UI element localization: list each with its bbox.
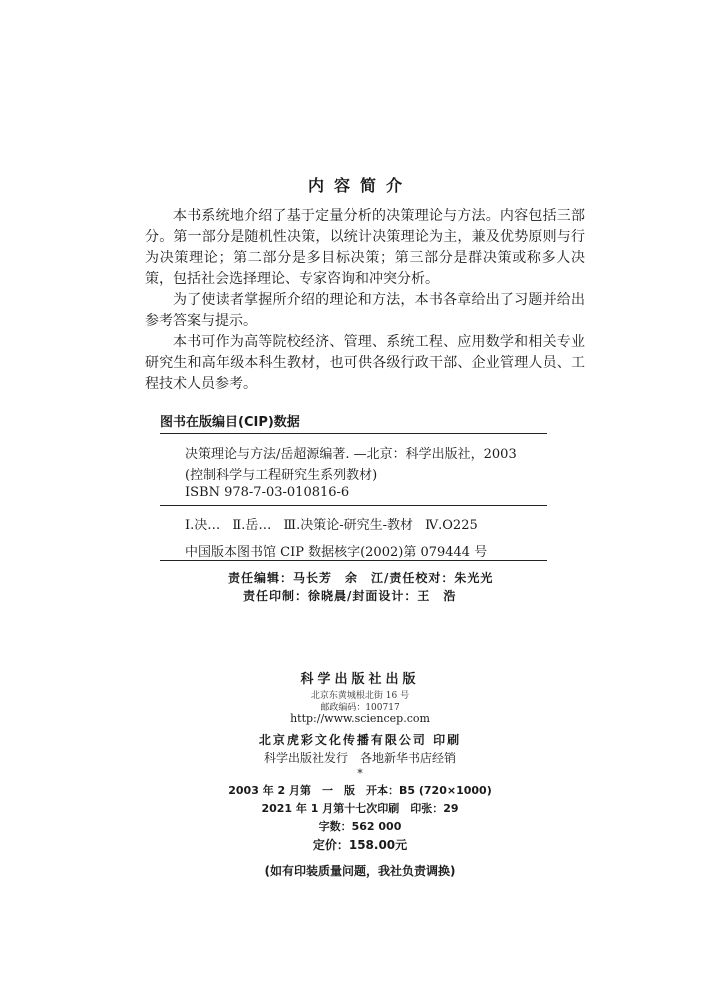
classification-4: Ⅳ.O225 bbox=[425, 518, 478, 533]
summary-paragraph-3: 本书可作为高等院校经济、管理、系统工程、应用数学和相关专业研究生和高年级本科生教材，也可供各级行政干部、企业管理人员、工程技术人员参考。 bbox=[145, 334, 585, 392]
summary-paragraph-2: 为了使读者掌握所介绍的理论和方法，本书各章给出了习题并给出参考答案与提示。 bbox=[145, 292, 585, 329]
classification-2: Ⅱ.岳… bbox=[232, 518, 272, 533]
publisher-url: http://www.sciencep.com bbox=[290, 712, 430, 725]
cip-isbn: ISBN 978-7-03-010816-6 bbox=[185, 485, 350, 500]
cip-classifications bbox=[185, 514, 486, 533]
cip-record: 决策理论与方法/岳超源编著. —北京：科学出版社，2003 bbox=[185, 447, 517, 462]
cip-verification: 中国版本图书馆 CIP 数据核字(2002)第 079444 号 bbox=[185, 545, 488, 560]
classification-1: Ⅰ.决… bbox=[185, 518, 221, 533]
publisher-name: 科学出版社出版 bbox=[300, 672, 420, 687]
cip-heading: 图书在版编目(CIP)数据 bbox=[160, 415, 300, 430]
quality-note: (如有印装质量问题，我社负责调换) bbox=[264, 864, 456, 878]
publisher-address: 北京东黄城根北街 16 号 bbox=[310, 691, 410, 701]
publisher-postcode: 邮政编码：100717 bbox=[320, 703, 400, 713]
summary-title: 内容简介 bbox=[307, 176, 412, 195]
cip-bottom-rule bbox=[160, 560, 547, 561]
printer-name: 北京虎彩文化传播有限公司 印刷 bbox=[258, 733, 462, 747]
cip-series: (控制科学与工程研究生系列教材) bbox=[185, 468, 378, 483]
staff-line-2: 责任印制：徐晓晨/封面设计：王 浩 bbox=[243, 589, 457, 603]
staff-line-1: 责任编辑：马长芳 余 江/责任校对：朱光光 bbox=[228, 571, 494, 585]
separator-star: * bbox=[357, 767, 363, 780]
word-count: 字数：562 000 bbox=[318, 820, 402, 833]
cip-mid-rule bbox=[160, 505, 547, 506]
price: 定价：158.00元 bbox=[312, 838, 408, 852]
distribution: 科学出版社发行 各地新华书店经销 bbox=[263, 751, 456, 765]
summary-paragraph-1: 本书系统地介绍了基于定量分析的决策理论与方法。内容包括三部分。第一部分是随机性决策，以统计决策理论为主，兼及优势原则与行为决策理论；第二部分是多目标决策；第三部分是群决策或称多人决策，包括社会选择理论、专家咨询和冲突分析。 bbox=[145, 208, 585, 287]
edition-info: 2003 年 2 月第 一 版 开本：B5 (720×1000) bbox=[228, 784, 492, 797]
printing-info: 2021 年 1 月第十七次印刷 印张：29 bbox=[261, 802, 459, 815]
cip-top-rule bbox=[160, 433, 547, 434]
summary-body bbox=[145, 206, 585, 395]
classification-3: Ⅲ.决策论-研究生-教材 bbox=[283, 518, 413, 533]
